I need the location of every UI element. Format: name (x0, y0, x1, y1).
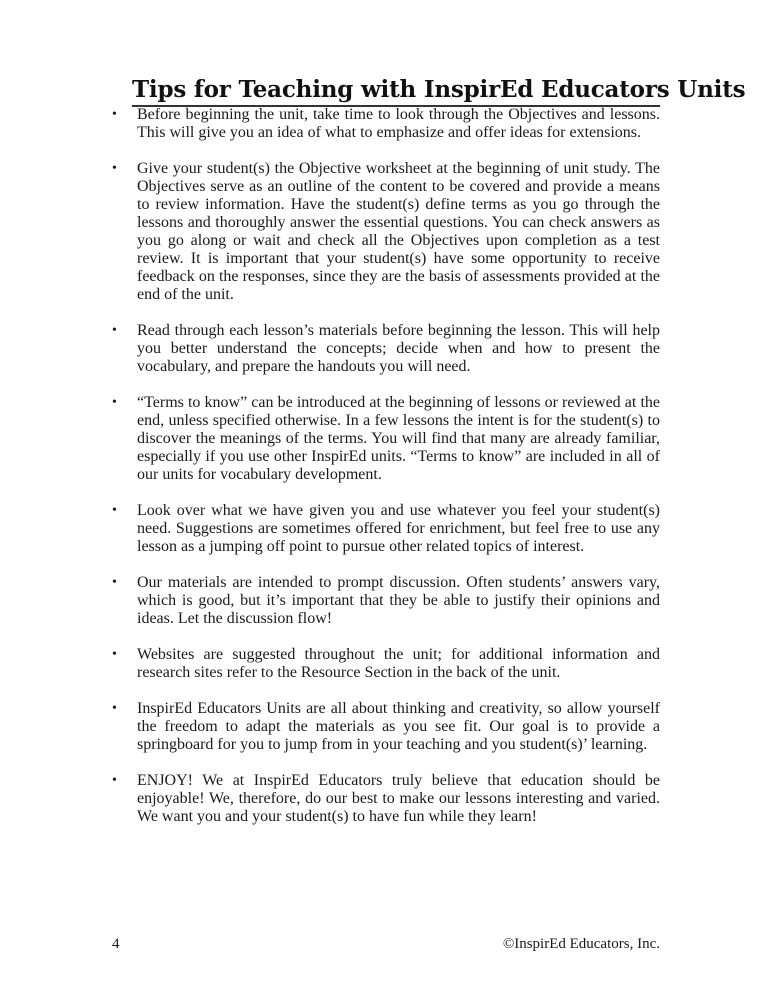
tip-text: “Terms to know” can be introduced at the beginning of lessons or reviewed at the end, unless specified otherwise. In a few lessons the intent is for the student(s) to discover the meanings of the terms. You will find that many are already familiar, especially if you use other InspirEd units. “Terms to know” are included in all of our units for vocabulary development. (137, 394, 660, 483)
tips-list (112, 106, 660, 844)
page-footer (112, 935, 660, 953)
page-number: 4 (112, 936, 120, 952)
tip-item (112, 574, 660, 628)
tip-text: Read through each lesson’s materials before beginning the lesson. This will help you better understand the concepts; decide when and how to present the vocabulary, and prepare the handouts you will need. (137, 322, 660, 375)
tip-item (112, 160, 660, 304)
tip-text: Websites are suggested throughout the unit; for additional information and research sites refer to the Resource Section in the back of the unit. (137, 646, 660, 681)
tip-item (112, 322, 660, 376)
tip-item (112, 646, 660, 682)
tip-text: ENJOY! We at InspirEd Educators truly believe that education should be enjoyable! We, therefore, do our best to make our lessons interesting and varied. We want you and your student(s) to have fun while they learn! (137, 772, 660, 825)
tip-text: Give your student(s) the Objective worksheet at the beginning of unit study. The Objectives serve as an outline of the content to be covered and provide a means to review information. Have the student(s) define terms as you go through the lessons and thoroughly answer the essential questions. You can check answers as you go along or wait and check all the Objectives upon completion as a test review. It is important that your student(s) have some opportunity to receive feedback on the responses, since they are the basis of assessments provided at the end of the unit. (137, 160, 660, 303)
bullet-icon: • (112, 575, 117, 590)
bullet-icon: • (112, 773, 117, 788)
copyright-notice: ©InspirEd Educators, Inc. (502, 936, 660, 952)
bullet-icon: • (112, 647, 117, 662)
tip-text: InspirEd Educators Units are all about thinking and creativity, so allow yourself the freedom to adapt the materials as you see fit. Our goal is to provide a springboard for you to jump from in your teaching and you student(s)’ learning. (137, 700, 660, 753)
tip-text: Look over what we have given you and use whatever you feel your student(s) need. Suggestions are sometimes offered for enrichment, but feel free to use any lesson as a jumping off point to pursue other related topics of interest. (137, 502, 660, 555)
bullet-icon: • (112, 395, 117, 410)
tip-text: Our materials are intended to prompt discussion. Often students’ answers vary, which is good, but it’s important that they be able to justify their opinions and ideas. Let the discussion flow! (137, 574, 660, 627)
tip-item (112, 394, 660, 484)
tip-item (112, 502, 660, 556)
tip-item (112, 772, 660, 826)
bullet-icon: • (112, 323, 117, 338)
tip-text: Before beginning the unit, take time to look through the Objectives and lessons. This will give you an idea of what to emphasize and offer ideas for extensions. (137, 106, 660, 141)
bullet-icon: • (112, 701, 117, 716)
bullet-icon: • (112, 107, 117, 122)
page-title: Tips for Teaching with InspirEd Educators Units (132, 75, 660, 107)
bullet-icon: • (112, 503, 117, 518)
tip-item (112, 700, 660, 754)
tip-item (112, 106, 660, 142)
bullet-icon: • (112, 161, 117, 176)
